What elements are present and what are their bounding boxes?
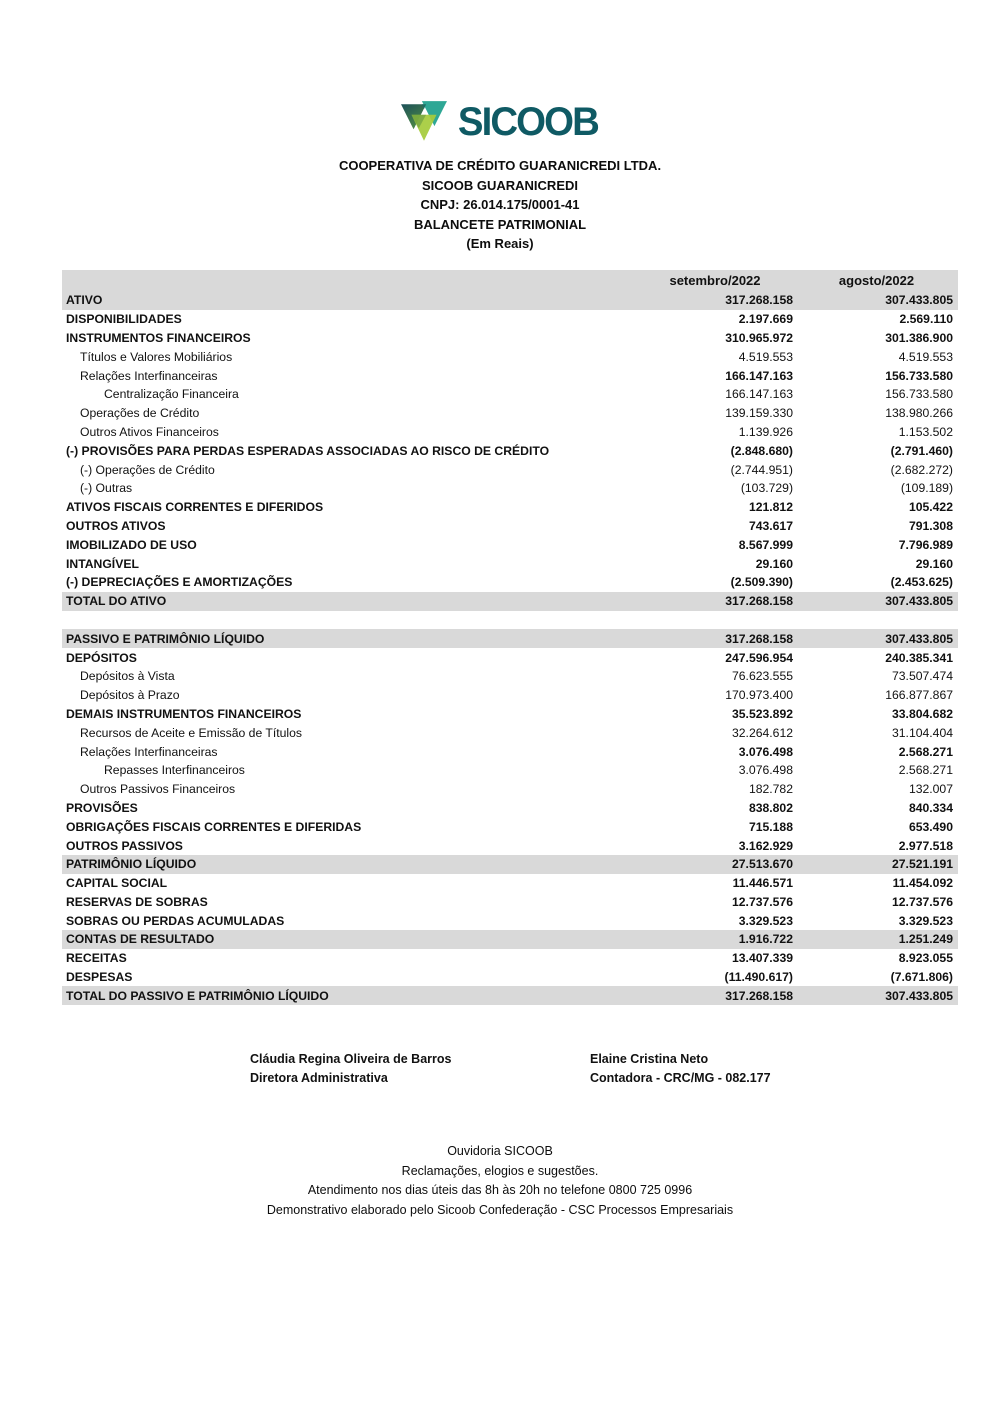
row-value: 8.567.999 [738,537,793,552]
sicoob-triangles-icon [400,100,448,144]
footer-line-demonstrativo: Demonstrativo elaborado pelo Sicoob Confederação - CSC Processos Empresariais [266,1202,734,1217]
row-label: CAPITAL SOCIAL [66,876,168,891]
row-label: RESERVAS DE SOBRAS [66,894,208,909]
row-label: IMOBILIZADO DE USO [66,537,197,552]
sicoob-logo [0,100,1000,144]
table-row [62,535,958,554]
row-label: Recursos de Aceite e Emissão de Títulos [80,725,302,740]
row-label: DEMAIS INSTRUMENTOS FINANCEIROS [66,706,302,721]
table-row [62,780,958,799]
footer-line-atendimento: Atendimento nos dias úteis das 8h às 20h no telefone 0800 725 0996 [307,1183,693,1197]
row-label: INSTRUMENTOS FINANCEIROS [66,330,251,345]
footer-line-ouvidoria: Ouvidoria SICOOB [447,1144,553,1158]
row-value: 317.268.158 [725,631,793,646]
row-value: 139.159.330 [725,406,793,421]
column-header-august: agosto/2022 [838,273,915,288]
sicoob-wordmark: SICOOB [457,100,598,144]
row-value: (2.682.272) [890,462,953,477]
row-value: 13.407.339 [732,951,793,966]
table-row [62,893,958,912]
row-value: 73.507.474 [892,669,953,684]
row-value: 301.386.900 [885,330,953,345]
row-value: 2.569.110 [899,312,953,327]
table-row [62,573,958,592]
title-block [0,156,1000,254]
row-label: OUTROS PASSIVOS [66,838,183,853]
row-value: (2.744.951) [730,462,793,477]
table-row [62,404,958,423]
row-value: 32.264.612 [732,725,793,740]
table-row [62,423,958,442]
table-row [62,799,958,818]
table-row [62,291,958,310]
row-label: PROVISÕES [66,800,138,815]
row-value: 35.523.892 [732,706,793,721]
table-row [62,836,958,855]
row-label: Outros Passivos Financeiros [80,782,236,797]
table-header-row [62,270,958,291]
table-row [62,667,958,686]
row-label: OUTROS ATIVOS [66,518,166,533]
row-value: 317.268.158 [725,988,793,1003]
row-value: 3.162.929 [738,838,793,853]
row-value: (103.729) [740,481,793,496]
row-value: 3.076.498 [738,763,793,778]
row-value: 8.923.055 [898,951,953,966]
cooperative-name: COOPERATIVA DE CRÉDITO GUARANICREDI LTDA. [338,158,662,173]
table-row [62,385,958,404]
row-label: DESPESAS [66,970,133,985]
row-value: (11.490.617) [724,970,793,985]
row-value: 840.334 [908,800,953,815]
row-label: Relações Interfinanceiras [80,368,218,383]
row-value: 2.568.271 [898,744,953,759]
row-value: 3.076.498 [738,744,793,759]
table-row [62,479,958,498]
row-value: 307.433.805 [885,594,953,609]
table-row [62,347,958,366]
signature-left [250,1050,451,1088]
entity-name: SICOOB GUARANICREDI [421,177,578,193]
row-value: 12.737.576 [892,894,953,909]
row-label: Centralização Financeira [104,387,239,402]
table-row [62,517,958,536]
row-label: Títulos e Valores Mobiliários [80,349,233,364]
table-row [62,761,958,780]
row-value: 138.980.266 [885,406,953,421]
row-value: 11.446.571 [732,876,793,891]
row-value: (2.509.390) [730,575,793,590]
row-label: Depósitos à Vista [80,669,175,684]
row-value: 29.160 [755,556,793,571]
row-label: DISPONIBILIDADES [66,312,182,327]
row-label: DEPÓSITOS [66,650,137,665]
row-value: 247.596.954 [725,650,793,665]
row-value: 2.977.518 [898,838,953,853]
report-title: BALANCETE PATRIMONIAL [413,216,587,232]
table-row [62,817,958,836]
row-value: 1.139.926 [738,424,793,439]
row-value: 33.804.682 [892,706,953,721]
row-value: 307.433.805 [885,293,953,308]
row-label: PASSIVO E PATRIMÔNIO LÍQUIDO [66,631,265,646]
table-row [62,629,958,648]
table-row [62,592,958,611]
table-row [62,723,958,742]
row-label: Repasses Interfinanceiros [104,763,245,778]
table-row [62,460,958,479]
row-value: 307.433.805 [885,988,953,1003]
table-row [62,366,958,385]
row-value: 1.153.502 [898,424,953,439]
footer-block [0,1142,1000,1220]
row-value: 7.796.989 [898,537,953,552]
row-value: 31.104.404 [892,725,953,740]
row-value: 838.802 [748,800,793,815]
row-label: (-) Outras [80,481,133,496]
table-row [62,329,958,348]
row-label: Depósitos à Prazo [80,688,180,703]
row-value: 105.422 [908,500,953,515]
row-value: 715.188 [748,819,793,834]
table-row [62,874,958,893]
row-label: (-) DEPRECIAÇÕES E AMORTIZAÇÕES [66,575,293,590]
signer-title: Contadora - CRC/MG - 082.177 [590,1071,771,1085]
signer-name: Elaine Cristina Neto [590,1052,709,1066]
row-value: 3.329.523 [738,913,793,928]
row-value: (2.453.625) [890,575,953,590]
row-value: (2.791.460) [890,443,953,458]
row-value: 29.160 [915,556,953,571]
currency-note: (Em Reais) [466,236,534,251]
row-value: 156.733.580 [885,387,953,402]
row-value: 27.521.191 [892,857,953,872]
row-label: PATRIMÔNIO LÍQUIDO [66,857,197,872]
table-row [62,930,958,949]
row-value: 791.308 [908,518,953,533]
row-value: 307.433.805 [885,631,953,646]
spacer-row [62,611,958,630]
row-value: 170.973.400 [725,688,793,703]
row-label: RECEITAS [66,951,127,966]
row-label: ATIVO [66,293,103,308]
balance-table [62,270,958,1005]
row-label: (-) Operações de Crédito [80,462,215,477]
row-value: 3.329.523 [898,913,953,928]
row-label: Operações de Crédito [80,406,200,421]
row-label: TOTAL DO PASSIVO E PATRIMÔNIO LÍQUIDO [66,988,329,1003]
row-value: 310.965.972 [725,330,793,345]
row-value: 11.454.092 [892,876,953,891]
table-row [62,686,958,705]
table-row [62,441,958,460]
table-row [62,855,958,874]
row-value: 743.617 [748,518,793,533]
signature-right [590,1050,771,1088]
row-label: (-) PROVISÕES PARA PERDAS ESPERADAS ASSOCIADAS AO RISCO DE CRÉDITO [66,443,550,458]
table-row [62,498,958,517]
row-value: (7.671.806) [890,970,953,985]
row-value: 76.623.555 [732,669,793,684]
row-value: 166.877.867 [885,688,953,703]
row-value: 156.733.580 [885,368,953,383]
row-value: 4.519.553 [738,349,793,364]
table-row [62,310,958,329]
signer-name: Cláudia Regina Oliveira de Barros [250,1052,452,1066]
table-row [62,986,958,1005]
row-value: 1.251.249 [898,932,953,947]
cnpj-line: CNPJ: 26.014.175/0001-41 [420,197,580,212]
row-label: SOBRAS OU PERDAS ACUMULADAS [66,913,285,928]
row-value: 1.916.722 [738,932,793,947]
row-value: 182.782 [748,782,793,797]
row-value: 12.737.576 [732,894,793,909]
row-value: 653.490 [908,819,953,834]
table-row [62,911,958,930]
row-value: 4.519.553 [898,349,953,364]
row-value: (109.189) [900,481,953,496]
table-row [62,648,958,667]
row-label: CONTAS DE RESULTADO [66,932,215,947]
row-value: 2.568.271 [898,763,953,778]
row-label: OBRIGAÇÕES FISCAIS CORRENTES E DIFERIDAS [66,819,362,834]
table-row [62,968,958,987]
row-label: Relações Interfinanceiras [80,744,218,759]
row-value: 2.197.669 [738,312,793,327]
table-row [62,705,958,724]
table-row [62,949,958,968]
row-value: 27.513.670 [732,857,793,872]
row-value: 166.147.163 [725,368,793,383]
row-value: 132.007 [908,782,953,797]
row-label: ATIVOS FISCAIS CORRENTES E DIFERIDOS [66,500,324,515]
table-row [62,554,958,573]
row-value: 317.268.158 [725,594,793,609]
table-body [62,291,958,1005]
table-row [62,742,958,761]
row-value: (2.848.680) [730,443,793,458]
column-header-september: setembro/2022 [669,273,761,288]
row-value: 317.268.158 [725,293,793,308]
row-value: 166.147.163 [725,387,793,402]
row-value: 121.812 [748,500,793,515]
footer-line-reclamacoes: Reclamações, elogios e sugestões. [401,1163,599,1178]
row-label: Outros Ativos Financeiros [80,424,219,439]
row-label: INTANGÍVEL [66,556,139,571]
signer-title: Diretora Administrativa [250,1071,388,1085]
row-value: 240.385.341 [885,650,953,665]
row-label: TOTAL DO ATIVO [66,594,167,609]
